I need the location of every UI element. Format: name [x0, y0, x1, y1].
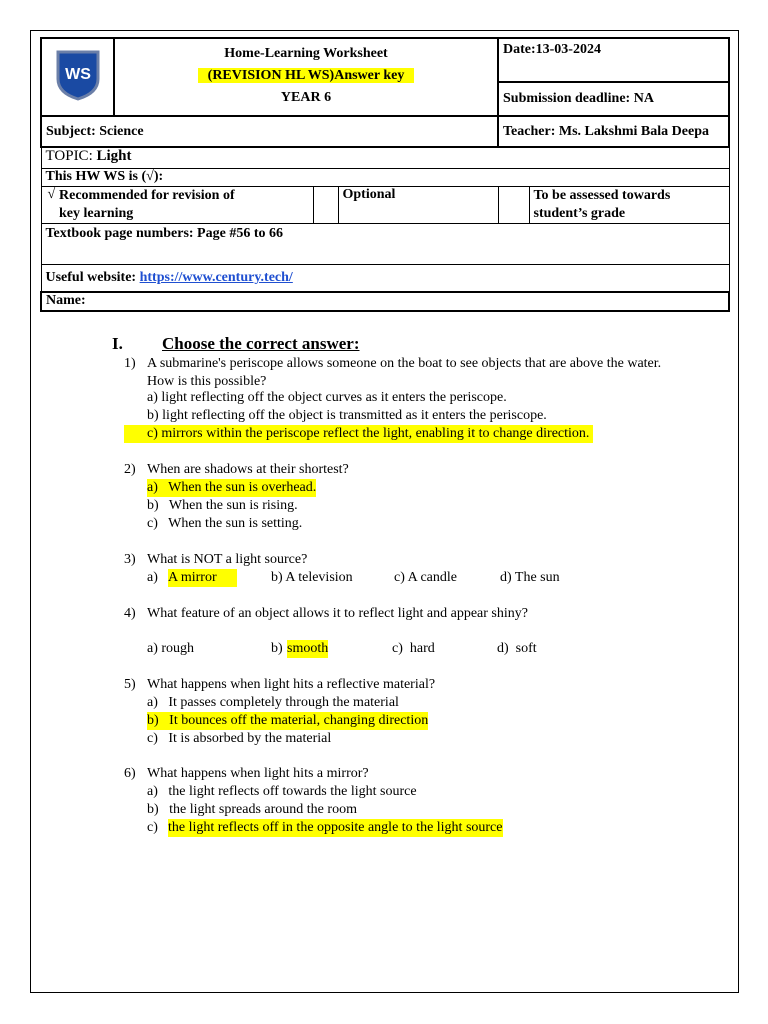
school-logo-cell [41, 38, 114, 116]
title-line-3: YEAR 6 [280, 90, 332, 105]
website-link[interactable]: https://www.century.tech/ [139, 269, 293, 285]
q1-option-b: b) light reflecting off the object is transmitted as it enters the periscope. [147, 408, 547, 423]
q4-option-c: c) hard [392, 641, 435, 656]
section-heading [112, 334, 359, 354]
q5-option-b-answer: b) It bounces off the material, changing direction [147, 713, 429, 728]
section-title: Choose the correct answer: [162, 334, 360, 353]
question-text: What happens when light hits a reflective material? [147, 677, 436, 692]
recommended-cell [59, 186, 313, 223]
question-number: 3) [124, 552, 136, 567]
q4-option-b-answer: smooth [287, 641, 329, 656]
question-number: 4) [124, 606, 136, 621]
q1-option-c-answer: c) mirrors within the periscope reflect the light, enabling it to change direction. [124, 425, 593, 443]
q1-option-a: a) light reflecting off the object curves as it enters the periscope. [147, 390, 507, 405]
question-number: 1) [124, 356, 136, 371]
topic-label: TOPIC: [45, 148, 97, 164]
optional-label: Optional [338, 186, 498, 223]
q4-option-d: d) soft [497, 641, 537, 656]
q2-option-b: b) When the sun is rising. [147, 498, 298, 513]
q5-option-a: a) It passes completely through the material [147, 695, 399, 710]
website-cell [41, 264, 729, 292]
question-text: A submarine's periscope allows someone on the boat to see objects that are above the water. How is this possible? [147, 356, 662, 389]
logo-text: WS [64, 65, 91, 83]
topic-cell [41, 147, 729, 168]
q3-option-c: c) A candle [394, 570, 457, 585]
name-cell: Name: [41, 292, 729, 311]
question-text: When are shadows at their shortest? [147, 462, 349, 477]
q4-option-b-letter: b) [271, 641, 283, 656]
question-text: What happens when light hits a mirror? [147, 766, 369, 781]
assessed-checkbox [498, 186, 529, 223]
recommended-label: Recommended for revision of key learning [59, 187, 235, 221]
q3-option-a-letter: a) [147, 570, 158, 585]
hw-type-cell: This HW WS is (√): [41, 168, 729, 186]
title-line-1: Home-Learning Worksheet [224, 46, 388, 61]
q3-option-a-answer: A mirror [168, 569, 237, 587]
optional-checkbox [313, 186, 338, 223]
q3-option-b: b) A television [271, 570, 353, 585]
question-text: What feature of an object allows it to reflect light and appear shiny? [147, 606, 528, 621]
teacher-cell: Teacher: Ms. Lakshmi Bala Deepa [498, 116, 729, 147]
school-logo [55, 49, 101, 101]
q2-option-a-answer: a) When the sun is overhead. [147, 480, 317, 495]
title-line-2: (REVISION HL WS)Answer key [198, 68, 415, 83]
question-number: 5) [124, 677, 136, 692]
worksheet-header [40, 37, 728, 307]
check-mark: √ [47, 186, 56, 202]
q6-option-b: b) the light spreads around the room [147, 802, 357, 817]
website-label: Useful website: [45, 269, 140, 285]
date-cell: Date:13-03-2024 [498, 38, 729, 82]
q4-option-a: a) rough [147, 641, 195, 656]
q2-option-c: c) When the sun is setting. [147, 516, 303, 531]
worksheet-title [114, 38, 498, 116]
q3-option-d: d) The sun [500, 570, 560, 585]
topic-value: Light [96, 148, 132, 164]
deadline-cell: Submission deadline: NA [498, 82, 729, 116]
q6-option-c-letter: c) [147, 820, 158, 835]
subject-cell: Subject: Science [41, 116, 498, 147]
section-number: I. [112, 334, 123, 353]
question-number: 2) [124, 462, 136, 477]
q6-option-c-answer: the light reflects off in the opposite angle to the light source [168, 820, 503, 835]
q6-option-a: a) the light reflects off towards the light source [147, 784, 417, 799]
question-number: 6) [124, 766, 136, 781]
q5-option-c: c) It is absorbed by the material [147, 731, 332, 746]
assessed-label: To be assessed towards student’s grade [529, 186, 729, 223]
textbook-cell: Textbook page numbers: Page #56 to 66 [41, 223, 729, 264]
question-text: What is NOT a light source? [147, 552, 308, 567]
